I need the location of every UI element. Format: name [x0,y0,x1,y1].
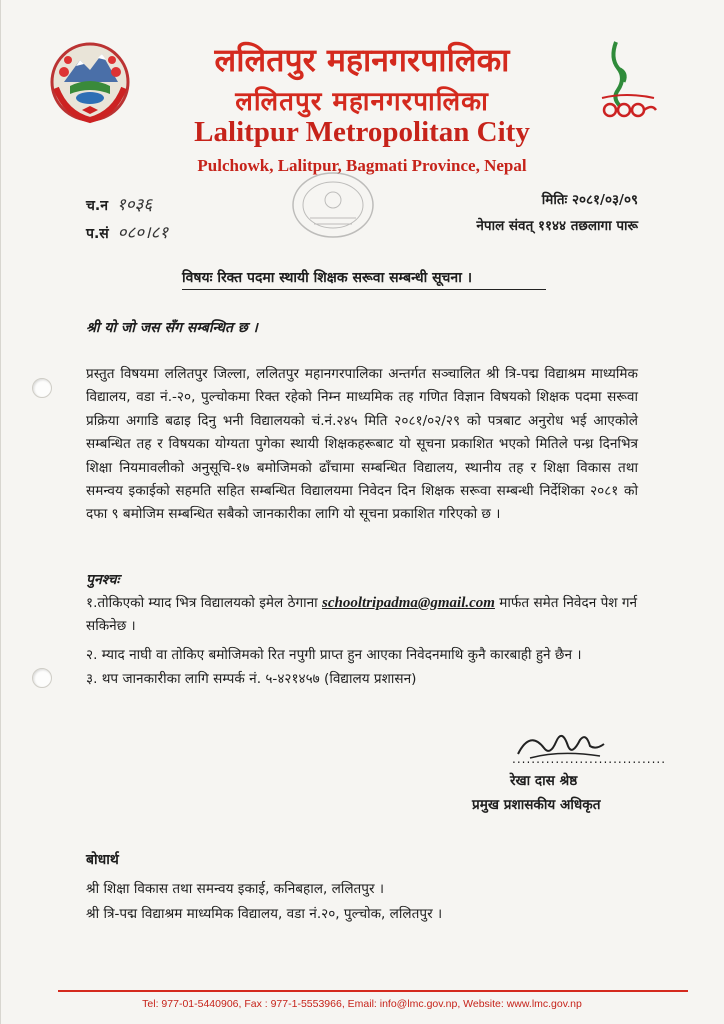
letterhead-name-ranjana: ललितपुर महानगरपालिका [235,87,489,117]
cc-line-1: श्री शिक्षा विकास तथा समन्वय इकाई, कनिबहाल, ललितपुर । [86,881,385,897]
chalani-number: च.न १०३६ [86,195,153,215]
salutation: श्री यो जो जस सँग सम्बन्धित छ । [86,320,258,336]
footer-contact: Tel: 977-01-5440906, Fax : 977-1-5553966, Email: info@lmc.gov.np, Website: www.lmc.gov.np [142,998,582,1010]
punch-hole [32,668,52,688]
letterhead-name-nepali: ललितपुर महानगरपालिका [214,41,510,79]
postscript-item-1: १.तोकिएको म्याद भित्र विद्यालयको इमेल ठेगाना schooltripadma@gmail.com मार्फत समेत निवेदन पेश गर्न सकिनेछ । [86,595,638,634]
signer-title: प्रमुख प्रशासकीय अधिकृत [472,797,601,813]
signature-dots: ................................ [512,752,667,766]
letter-date: मितिः २०८१/०३/०९ [541,192,638,208]
letterhead-address: Pulchowk, Lalitpur, Bagmati Province, Nepal [197,156,527,175]
letterhead-name-english: Lalitpur Metropolitan City [194,116,530,148]
postscript-item-2: २. म्याद नाघी वा तोकिए बमोजिमको रित नपुगी प्राप्त हुन आएका निवेदनमाथि कुनै कारबाही हुने छैन । [86,647,582,663]
cc-line-2: श्री त्रि-पद्म विद्याश्रम माध्यमिक विद्यालय, वडा नं.२०, पुल्चोक, ललितपुर । [86,906,443,922]
office-stamp-icon [290,170,376,240]
signer-name: रेखा दास श्रेष्ठ [510,773,578,789]
postscript-item-3: ३. थप जानकारीका लागि सम्पर्क नं. ५-४२१४५७ (विद्यालय प्रशासन) [86,671,417,687]
subject-underline [182,289,546,290]
punch-hole [32,378,52,398]
footer-divider [58,990,688,992]
subject-line: विषयः रिक्त पदमा स्थायी शिक्षक सरूवा सम्बन्धी सूचना । [182,270,473,286]
patra-sankhya: प.सं ०८०।८१ [86,223,169,243]
cc-heading: बोधार्थ [86,852,119,868]
nepal-samvat-date: नेपाल संवत् ११४४ तछलागा पारू [476,218,638,234]
postscript-heading: पुनश्चः [86,572,120,588]
notice-body: प्रस्तुत विषयमा ललितपुर जिल्ला, ललितपुर महानगरपालिका अन्तर्गत सञ्चालित श्री त्रि-पद्म विद्याश्रम माध्यमिक विद्यालय, वडा नं.-२०, पुल्चोकमा रिक्त रहेको निम्न माध्यमिक तह गणित विज्ञान विषयको शिक्षक पदमा सरूवा प्रक्रिया अगाडि बढाइ दिनु भनी विद्यालयको चं.नं.२४५ मिति २०८१/०२/२९ को पत्रबाट अनुरोध भई आएकोले सम्बन्धित तह र विषयका योग्यता पुगेका स्थायी शिक्षकहरूबाट यो सूचना प्रकाशित भएको मितिले पन्ध्र दिनभित्र शिक्षा नियमावलीको अनुसूचि-१७ बमोजिमको ढाँचामा सम्बन्धित विद्यालय, स्थानीय तह र शिक्षा विकास तथा समन्वय इकाईको सहमति सहित सम्बन्धित विद्यालयमा निवेदन दिन शिक्षक सरूवा सम्बन्धी निर्देशिका २०८१ को दफा ९ बमोजिम सम्बन्धित सबैको जानकारीका लागि यो सूचना प्रकाशित गरिएको छ । [86,366,638,523]
school-email-link[interactable]: schooltripadma@gmail.com [322,595,495,611]
